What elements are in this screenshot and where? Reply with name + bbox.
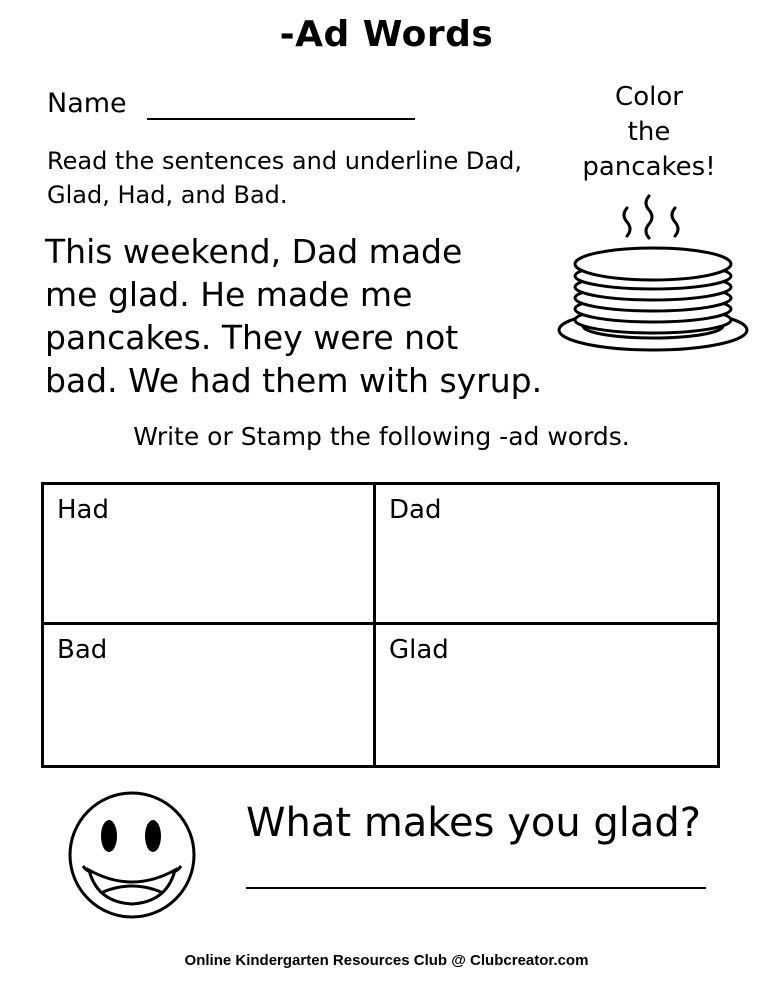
name-write-line[interactable] (147, 118, 415, 120)
color-note-line-2: the (627, 117, 671, 147)
reading-instructions (47, 144, 567, 212)
question-text: What makes you glad? (246, 800, 702, 846)
passage-line-4: bad. We had them with syrup. (45, 361, 543, 400)
word-label: Bad (57, 635, 108, 665)
color-note-line-1: Color (615, 82, 683, 112)
answer-write-line[interactable] (246, 887, 706, 889)
smiley-face-icon (67, 790, 197, 920)
color-note-line-3: pancakes! (582, 152, 716, 182)
write-instructions: Write or Stamp the following -ad words. (133, 422, 630, 451)
instructions-text: Read the sentences and underline Dad, Glad, Had, and Bad. (47, 147, 522, 209)
word-cell-glad[interactable] (376, 625, 717, 765)
word-label: Dad (389, 495, 442, 525)
footer-credit: Online Kindergarten Resources Club @ Clubcreator.com (184, 952, 589, 969)
word-cell-had[interactable] (44, 485, 376, 625)
word-writing-grid (41, 482, 720, 768)
word-cell-dad[interactable] (376, 485, 717, 625)
passage-line-1: This weekend, Dad made (45, 232, 463, 271)
page-title: -Ad Words (279, 14, 494, 55)
passage-line-3: pancakes. They were not (45, 318, 459, 357)
word-cell-bad[interactable] (44, 625, 376, 765)
color-note (574, 80, 724, 185)
passage-line-2: me glad. He made me (45, 275, 413, 314)
word-label: Had (57, 495, 109, 525)
name-label: Name (47, 88, 127, 119)
reading-passage (45, 230, 605, 402)
pancake-stack-icon (553, 190, 753, 360)
word-label: Glad (389, 635, 449, 665)
